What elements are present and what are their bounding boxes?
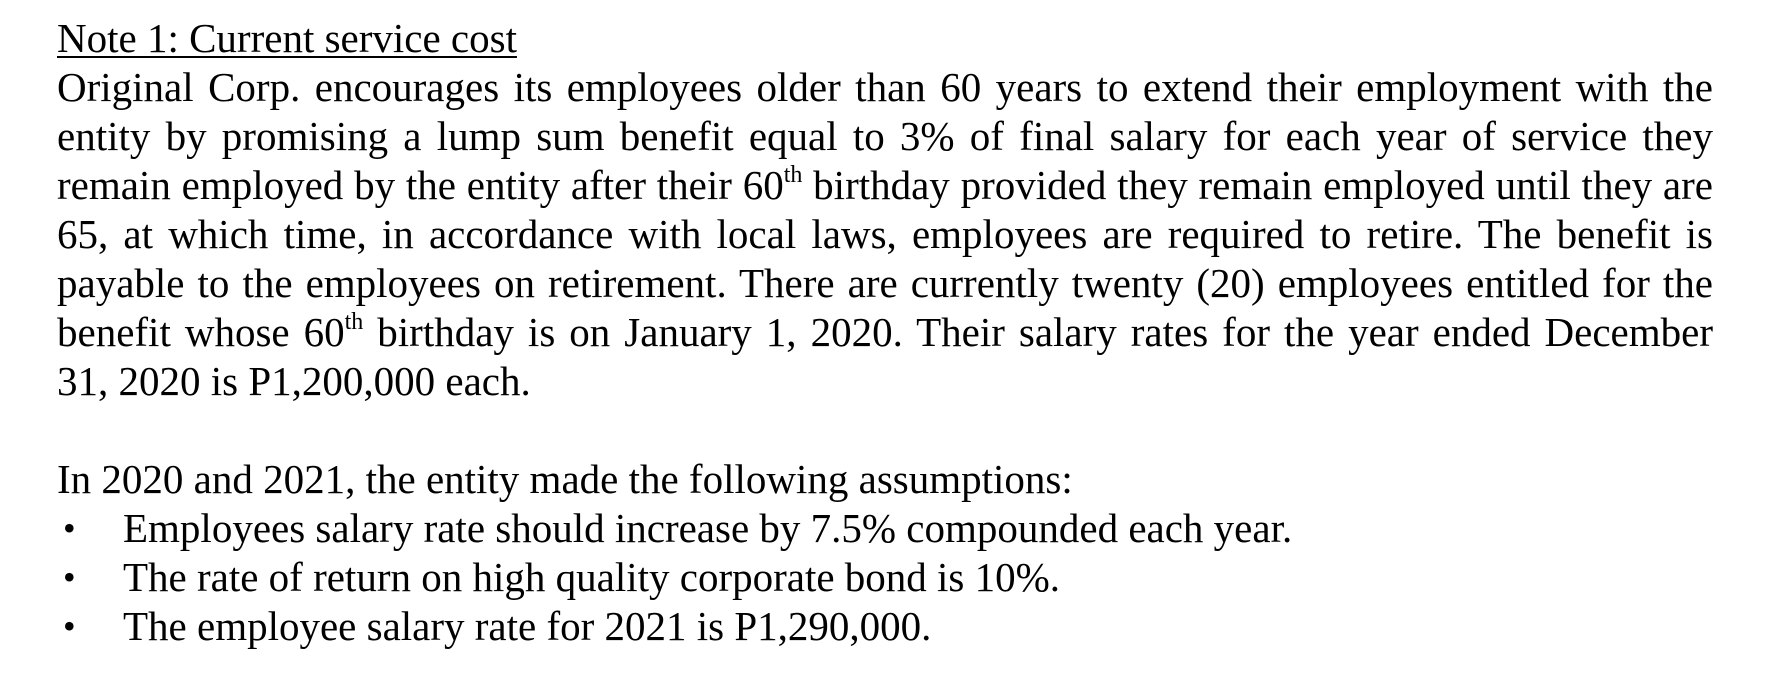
note-title: Note 1: Current service cost (57, 15, 517, 61)
bullet-icon: • (63, 606, 76, 646)
list-item (57, 602, 1713, 651)
note-paragraph-1 (57, 63, 1713, 406)
bullet-icon: • (63, 557, 76, 597)
document-body (57, 14, 1713, 651)
paragraph-1-part-c: birthday is on January 1, 2020. Their salary rates for the year ended December 31, 2020 is P1,200,000 each. (57, 309, 1713, 404)
ordinal-suffix-2: th (344, 309, 364, 336)
bullet-icon: • (63, 508, 76, 548)
list-item (57, 553, 1713, 602)
list-item-text: The rate of return on high quality corporate bond is 10%. (123, 554, 1061, 600)
list-item-text: The employee salary rate for 2021 is P1,290,000. (123, 603, 932, 649)
ordinal-suffix-1: th (783, 162, 803, 189)
assumptions-list (57, 504, 1713, 651)
paragraph-1-part-b: birthday provided they remain employed until they are 65, at which time, in accordance with local laws, employees are required to retire. The benefit is payable to the employees on retirement. There are currently twenty (20) employees entitled for the benefit whose 60 (57, 162, 1713, 355)
note-paragraph-2: In 2020 and 2021, the entity made the following assumptions: (57, 456, 1073, 502)
list-item (57, 504, 1713, 553)
paragraph-spacer (57, 406, 1713, 455)
paragraph-1-part-a: Original Corp. encourages its employees older than 60 years to extend their employment with the entity by promising a lump sum benefit equal to 3% of final salary for each year of service they remain employed by the entity after their 60 (57, 64, 1713, 208)
list-item-text: Employees salary rate should increase by 7.5% compounded each year. (123, 505, 1293, 551)
